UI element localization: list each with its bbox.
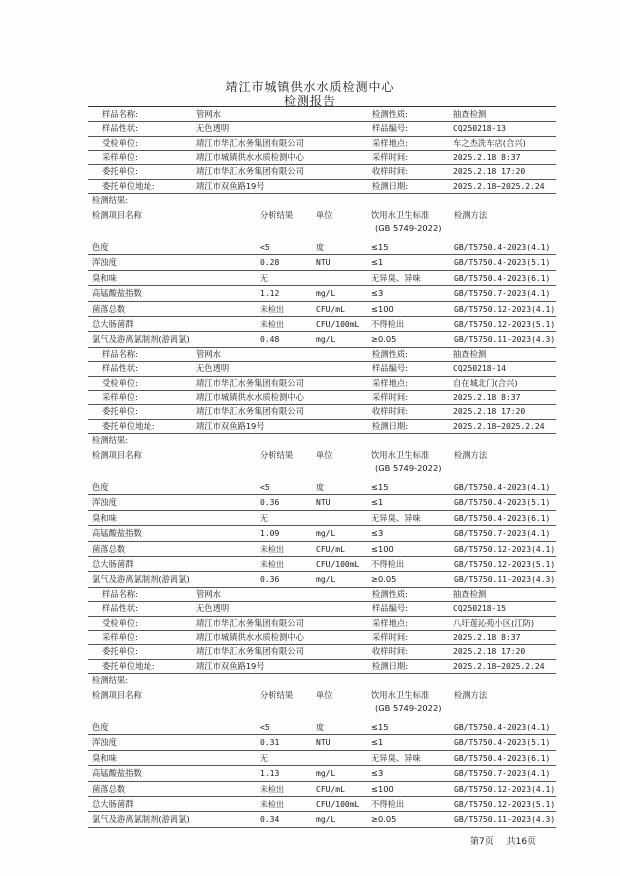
result-item: 总大肠菌群 (92, 319, 134, 329)
field-label-sample-no: 样品编号: (372, 603, 408, 614)
table-row (88, 271, 556, 286)
result-unit: CFU/mL (316, 784, 345, 794)
result-method: GB/T5750.11-2023(4.3) (454, 335, 556, 345)
field-label-sample-nature: 样品性状: (102, 603, 138, 614)
result-standard: ≤1 (371, 497, 384, 508)
field-label-entrust: 委托单位: (102, 406, 138, 417)
result-method: GB/T5750.11-2023(4.3) (454, 575, 556, 585)
result-unit: mg/L (316, 815, 336, 825)
sample-section (88, 107, 556, 347)
result-standard: 不得检出 (371, 319, 405, 329)
info-row (88, 347, 556, 362)
result-standard: 无异臭、异味 (371, 272, 421, 283)
result-standard: ≤3 (371, 288, 384, 299)
row-rule (88, 827, 556, 828)
table-row (88, 766, 556, 781)
result-value: 未检出 (260, 560, 284, 569)
field-value-test-nature: 抽查检测 (453, 589, 487, 599)
result-value: 0.28 (260, 258, 280, 268)
col-header-standard: 饮用水卫生标准 (371, 690, 430, 700)
result-unit: 度 (316, 723, 324, 732)
result-method: GB/T5750.4-2023(4.1) (454, 723, 551, 732)
field-label-sample-time: 采样时间: (372, 391, 408, 402)
field-label-test-date: 检测日期: (372, 660, 408, 671)
result-item: 浑浊度 (92, 497, 117, 508)
info-row (88, 376, 556, 391)
table-row (88, 557, 556, 572)
result-method: GB/T5750.4-2023(6.1) (454, 513, 551, 523)
field-value-entrust: 靖江市华汇水务集团有限公司 (196, 406, 304, 417)
info-row (88, 361, 556, 376)
result-standard: 无异臭、异味 (371, 752, 421, 763)
results-heading: 检测结果: (92, 195, 128, 205)
result-unit: mg/L (316, 335, 336, 345)
result-unit: CFU/100mL (316, 800, 360, 809)
field-label-sample-no: 样品编号: (372, 363, 408, 374)
field-label-sample-name: 样品名称: (102, 589, 138, 599)
result-value: <5 (260, 243, 270, 252)
table-row (88, 526, 556, 541)
result-value: 无 (260, 513, 268, 523)
info-row (88, 404, 556, 419)
field-label-entrust-addr: 委托单位地址: (102, 420, 155, 431)
result-method: GB/T5750.4-2023(6.1) (454, 753, 551, 763)
result-standard: ≤3 (371, 768, 384, 779)
table-row (88, 255, 556, 270)
result-method: GB/T5750.12-2023(5.1) (454, 800, 556, 809)
result-method: GB/T5750.11-2023(4.3) (454, 815, 556, 825)
field-value-entrust-addr: 靖江市双鱼路19号 (196, 660, 265, 671)
field-label-sample-nature: 样品性状: (102, 123, 138, 134)
result-value: <5 (260, 723, 270, 732)
field-label-test-nature: 检测性质: (372, 589, 408, 599)
results-heading: 检测结果: (92, 675, 128, 685)
field-value-entrust-addr: 靖江市双鱼路19号 (196, 420, 265, 431)
result-unit: NTU (316, 258, 331, 268)
field-value-sample-site: 车之杰洗车店(合兴) (453, 137, 526, 148)
result-standard: 无异臭、异味 (371, 512, 421, 523)
result-value: <5 (260, 483, 270, 492)
field-label-test-date: 检测日期: (372, 180, 408, 191)
result-value: 未检出 (260, 784, 284, 794)
table-row (88, 542, 556, 557)
result-unit: NTU (316, 498, 331, 508)
table-row (88, 735, 556, 750)
field-value-test-date: 2025.2.18~2025.2.24 (453, 661, 545, 671)
field-value-sample-no: CQ250218-15 (453, 604, 506, 614)
field-label-sampler: 采样单位: (102, 151, 138, 162)
result-item: 臭和味 (92, 272, 117, 283)
info-row (88, 419, 556, 434)
col-header-method: 检测方法 (454, 450, 488, 460)
result-item: 色度 (92, 242, 109, 252)
result-value: 1.12 (260, 289, 280, 299)
result-method: GB/T5750.4-2023(4.1) (454, 243, 551, 252)
field-label-sample-no: 样品编号: (372, 123, 408, 134)
field-label-entrust-addr: 委托单位地址: (102, 180, 155, 191)
result-standard: ≤1 (371, 257, 384, 268)
results-table-header (88, 448, 556, 463)
col-header-standard-ref: (GB 5749-2022) (375, 463, 442, 473)
field-value-test-date: 2025.2.18~2025.2.24 (453, 181, 545, 191)
field-label-client: 受检单位: (102, 137, 138, 148)
field-label-test-date: 检测日期: (372, 420, 408, 431)
result-method: GB/T5750.4-2023(5.1) (454, 738, 551, 748)
col-header-result: 分析结果 (260, 210, 294, 220)
field-value-test-nature: 抽查检测 (453, 109, 487, 119)
result-unit: mg/L (316, 289, 336, 299)
field-value-receive-time: 2025.2.18 17:20 (453, 647, 526, 657)
result-method: GB/T5750.12-2023(4.1) (454, 544, 556, 554)
field-value-client: 靖江市华汇水务集团有限公司 (196, 377, 304, 388)
result-item: 总大肠菌群 (92, 559, 134, 569)
page-total: 共16页 (506, 837, 537, 847)
field-value-sample-time: 2025.2.18 8:37 (453, 152, 521, 162)
table-row (88, 332, 556, 347)
table-row (88, 812, 556, 827)
info-row (88, 630, 556, 645)
result-value: 未检出 (260, 544, 284, 554)
result-item: 菌落总数 (92, 783, 126, 794)
col-header-method: 检测方法 (454, 210, 488, 220)
result-unit: mg/L (316, 529, 336, 539)
field-value-sampler: 靖江市城镇供水水质检测中心 (196, 631, 304, 642)
result-value: 0.31 (260, 738, 280, 748)
field-value-sample-time: 2025.2.18 8:37 (453, 392, 521, 402)
col-header-unit: 单位 (316, 450, 333, 460)
result-item: 氯气及游离氯制剂(游离氯) (92, 334, 190, 345)
result-method: GB/T5750.7-2023(4.1) (454, 289, 551, 299)
field-label-sampler: 采样单位: (102, 631, 138, 642)
sample-section (88, 587, 556, 827)
result-value: 0.34 (260, 815, 280, 825)
table-row (88, 480, 556, 495)
field-value-sample-name: 管网水 (196, 589, 221, 599)
field-value-sample-nature: 无色透明 (196, 603, 230, 614)
col-header-unit: 单位 (316, 690, 333, 700)
result-standard: ≤100 (371, 303, 394, 314)
results-table-header (88, 208, 556, 223)
result-standard: ≥0.05 (371, 814, 397, 825)
col-header-standard-ref: (GB 5749-2022) (375, 223, 442, 233)
result-item: 色度 (92, 482, 109, 492)
field-value-entrust: 靖江市华汇水务集团有限公司 (196, 646, 304, 657)
result-value: 无 (260, 273, 268, 283)
col-header-item: 检测项目名称 (92, 690, 142, 700)
table-row (88, 572, 556, 587)
field-label-receive-time: 收样时间: (372, 406, 408, 417)
field-value-sample-time: 2025.2.18 8:37 (453, 632, 521, 642)
result-method: GB/T5750.12-2023(5.1) (454, 560, 556, 569)
result-item: 臭和味 (92, 752, 117, 763)
field-label-client: 受检单位: (102, 617, 138, 628)
result-standard: ≥0.05 (371, 334, 397, 345)
info-row (88, 601, 556, 616)
table-row (88, 302, 556, 317)
result-method: GB/T5750.7-2023(4.1) (454, 529, 551, 539)
result-unit: CFU/mL (316, 544, 345, 554)
field-value-test-nature: 抽查检测 (453, 349, 487, 359)
result-method: GB/T5750.7-2023(4.1) (454, 769, 551, 779)
result-standard: ≥0.05 (371, 574, 397, 585)
table-row (88, 751, 556, 766)
result-item: 总大肠菌群 (92, 799, 134, 809)
info-row (88, 121, 556, 136)
field-value-test-date: 2025.2.18~2025.2.24 (453, 421, 545, 431)
result-unit: CFU/mL (316, 304, 345, 314)
col-header-standard-ref: (GB 5749-2022) (375, 703, 442, 713)
field-label-entrust-addr: 委托单位地址: (102, 660, 155, 671)
result-unit: 度 (316, 243, 324, 252)
field-label-sample-site: 采样地点: (372, 377, 408, 388)
info-row (88, 150, 556, 165)
table-row (88, 511, 556, 526)
result-item: 色度 (92, 722, 109, 732)
field-value-sample-no: CQ250218-14 (453, 364, 506, 374)
field-label-sample-name: 样品名称: (102, 349, 138, 359)
result-standard: 不得检出 (371, 559, 405, 569)
col-header-result: 分析结果 (260, 450, 294, 460)
field-value-sample-site: 八圩莲沁苑小区(江防) (453, 617, 535, 628)
table-row (88, 317, 556, 332)
info-row (88, 136, 556, 151)
field-label-receive-time: 收样时间: (372, 646, 408, 657)
results-table-header (88, 688, 556, 703)
result-standard: ≤1 (371, 737, 384, 748)
result-unit: NTU (316, 738, 331, 748)
field-label-entrust: 委托单位: (102, 646, 138, 657)
field-value-receive-time: 2025.2.18 17:20 (453, 167, 526, 177)
col-header-unit: 单位 (316, 210, 333, 220)
field-label-sample-site: 采样地点: (372, 617, 408, 628)
result-unit: CFU/100mL (316, 560, 360, 569)
result-item: 高锰酸盐指数 (92, 288, 142, 299)
table-row (88, 286, 556, 301)
info-row (88, 107, 556, 122)
result-value: 未检出 (260, 800, 284, 809)
result-unit: mg/L (316, 575, 336, 585)
result-value: 0.36 (260, 575, 280, 585)
info-row (88, 390, 556, 405)
result-method: GB/T5750.12-2023(5.1) (454, 320, 556, 329)
field-value-sample-nature: 无色透明 (196, 363, 230, 374)
result-item: 菌落总数 (92, 303, 126, 314)
result-item: 氯气及游离氯制剂(游离氯) (92, 574, 190, 585)
result-item: 氯气及游离氯制剂(游离氯) (92, 814, 190, 825)
result-value: 未检出 (260, 320, 284, 329)
field-label-receive-time: 收样时间: (372, 166, 408, 177)
result-value: 未检出 (260, 304, 284, 314)
field-label-entrust: 委托单位: (102, 166, 138, 177)
result-value: 无 (260, 753, 268, 763)
field-label-sample-time: 采样时间: (372, 631, 408, 642)
result-standard: 不得检出 (371, 799, 405, 809)
field-value-sampler: 靖江市城镇供水水质检测中心 (196, 391, 304, 402)
result-standard: ≤100 (371, 783, 394, 794)
result-value: 0.48 (260, 335, 280, 345)
result-unit: CFU/100mL (316, 320, 360, 329)
field-label-sample-nature: 样品性状: (102, 363, 138, 374)
field-label-test-nature: 检测性质: (372, 109, 408, 119)
field-value-entrust: 靖江市华汇水务集团有限公司 (196, 166, 304, 177)
result-standard: ≤15 (371, 482, 389, 492)
field-value-sample-site: 自在城北门(合兴) (453, 377, 518, 388)
col-header-result: 分析结果 (260, 690, 294, 700)
info-row (88, 659, 556, 674)
field-value-entrust-addr: 靖江市双鱼路19号 (196, 180, 265, 191)
field-label-sampler: 采样单位: (102, 391, 138, 402)
field-value-sample-nature: 无色透明 (196, 123, 230, 134)
result-standard: ≤15 (371, 722, 389, 732)
result-item: 高锰酸盐指数 (92, 528, 142, 539)
table-row (88, 797, 556, 812)
col-header-item: 检测项目名称 (92, 210, 142, 220)
table-row (88, 240, 556, 255)
col-header-standard: 饮用水卫生标准 (371, 210, 430, 220)
field-label-test-nature: 检测性质: (372, 349, 408, 359)
info-row (88, 644, 556, 659)
field-value-sample-no: CQ250218-13 (453, 124, 506, 134)
field-value-client: 靖江市华汇水务集团有限公司 (196, 617, 304, 628)
result-unit: 度 (316, 483, 324, 492)
info-row (88, 616, 556, 631)
info-row (88, 179, 556, 194)
table-row (88, 720, 556, 735)
result-standard: ≤15 (371, 242, 389, 252)
sample-section (88, 347, 556, 587)
field-label-client: 受检单位: (102, 377, 138, 388)
result-unit: mg/L (316, 769, 336, 779)
result-value: 0.36 (260, 498, 280, 508)
field-value-sample-name: 管网水 (196, 109, 221, 119)
info-row (88, 587, 556, 602)
col-header-method: 检测方法 (454, 690, 488, 700)
field-label-sample-name: 样品名称: (102, 109, 138, 119)
report-title: 检测报告 (283, 94, 336, 108)
result-item: 臭和味 (92, 512, 117, 523)
result-item: 高锰酸盐指数 (92, 768, 142, 779)
result-item: 菌落总数 (92, 543, 126, 554)
table-row (88, 782, 556, 797)
page-number: 第7页 (470, 837, 494, 847)
table-row (88, 495, 556, 510)
result-method: GB/T5750.4-2023(5.1) (454, 498, 551, 508)
result-method: GB/T5750.4-2023(5.1) (454, 258, 551, 268)
page-footer (470, 834, 546, 847)
results-heading: 检测结果: (92, 435, 128, 445)
result-standard: ≤100 (371, 543, 394, 554)
field-value-sample-name: 管网水 (196, 349, 221, 359)
result-method: GB/T5750.12-2023(4.1) (454, 304, 556, 314)
field-value-client: 靖江市华汇水务集团有限公司 (196, 137, 304, 148)
result-method: GB/T5750.4-2023(6.1) (454, 273, 551, 283)
result-value: 1.09 (260, 529, 280, 539)
info-row (88, 164, 556, 179)
result-method: GB/T5750.4-2023(4.1) (454, 483, 551, 492)
result-value: 1.13 (260, 769, 280, 779)
col-header-item: 检测项目名称 (92, 450, 142, 460)
field-label-sample-time: 采样时间: (372, 151, 408, 162)
report-org: 靖江市城镇供水水质检测中心 (225, 80, 395, 94)
result-method: GB/T5750.12-2023(4.1) (454, 784, 556, 794)
field-value-receive-time: 2025.2.18 17:20 (453, 407, 526, 417)
field-label-sample-site: 采样地点: (372, 137, 408, 148)
field-value-sampler: 靖江市城镇供水水质检测中心 (196, 151, 304, 162)
col-header-standard: 饮用水卫生标准 (371, 450, 430, 460)
result-item: 浑浊度 (92, 257, 117, 268)
result-item: 浑浊度 (92, 737, 117, 748)
result-standard: ≤3 (371, 528, 384, 539)
